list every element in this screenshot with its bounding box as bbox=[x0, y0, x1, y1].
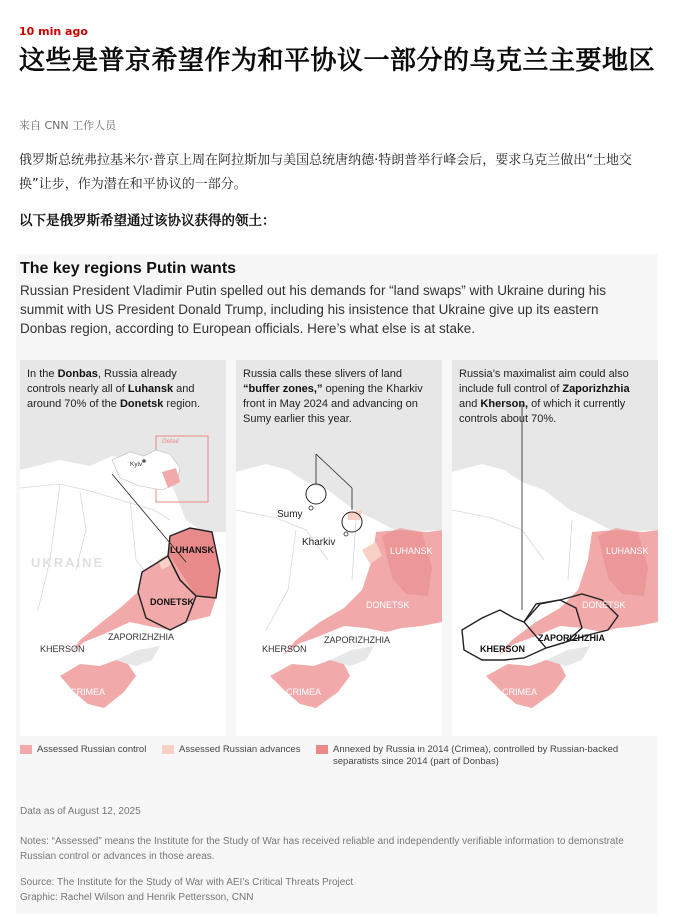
byline[interactable]: 来自 CNN 工作人员 bbox=[19, 119, 117, 132]
map-panel-buffer-zones bbox=[236, 360, 442, 736]
legend-label: Assessed Russian control bbox=[37, 744, 147, 755]
crimea-label: CRIMEA bbox=[70, 687, 106, 697]
inset-label: Detail bbox=[162, 438, 179, 445]
headline: 这些是普京希望作为和平协议一部分的乌克兰主要地区 bbox=[19, 46, 656, 76]
panel-text: Russia calls these slivers of land “buffer zones,” opening the Kharkiv front in May 2024 and advancing on Sumy earlier this year. bbox=[243, 368, 423, 425]
kherson-label: KHERSON bbox=[480, 644, 526, 654]
zaporizhzhia-label: ZAPORIZHZHIA bbox=[108, 632, 175, 642]
legend-swatch bbox=[162, 745, 174, 754]
article-subhead: 以下是俄罗斯希望通过该协议获得的领土： bbox=[19, 213, 276, 229]
map-panel-donbas bbox=[20, 360, 226, 736]
kharkiv-label: Kharkiv bbox=[302, 537, 336, 548]
legend-label: Annexed by Russia in 2014 (Crimea), controlled by Russian-backed separatists since 2014 (part of Donbas) bbox=[333, 744, 619, 767]
crimea-label: CRIMEA bbox=[502, 687, 538, 697]
crimea-label: CRIMEA bbox=[286, 687, 322, 697]
graphic-title: The key regions Putin wants bbox=[20, 260, 237, 277]
timestamp: 10 min ago bbox=[19, 25, 88, 38]
kyiv-dot bbox=[142, 459, 146, 463]
panel-text: Russia’s maximalist aim could also include full control of Zaporizhzhia and Kherson, of which it currently controls about 70%. bbox=[459, 368, 630, 425]
panel-text: In the Donbas, Russia already controls nearly all of Luhansk and around 70% of the Donetsk region. bbox=[27, 368, 201, 410]
zaporizhzhia-label: ZAPORIZHZHIA bbox=[538, 633, 605, 643]
donetsk-label: DONETSK bbox=[366, 600, 410, 610]
kyiv-label: Kyiv bbox=[130, 461, 143, 468]
kharkiv-dot bbox=[344, 532, 348, 536]
legend-item-control bbox=[20, 744, 146, 756]
kherson-label: KHERSON bbox=[262, 644, 307, 654]
graphic-dek: Russian President Vladimir Putin spelled out his demands for “land swaps” with Ukraine during his summit with US President Donald Trump, including his insistence that Ukraine give up its eastern Donbas region, according to European officials. Here’s what else is at stake. bbox=[20, 283, 607, 336]
map-graphic bbox=[16, 254, 658, 914]
kherson-label: KHERSON bbox=[40, 644, 85, 654]
sumy-dot bbox=[309, 506, 313, 510]
donetsk-label: DONETSK bbox=[582, 600, 626, 610]
zaporizhzhia-label: ZAPORIZHZHIA bbox=[324, 635, 391, 645]
luhansk-label: LUHANSK bbox=[390, 546, 433, 556]
data-date-note: Data as of August 12, 2025 bbox=[20, 806, 141, 817]
article-paragraph: 俄罗斯总统弗拉基米尔·普京上周在阿拉斯加与美国总统唐纳德·特朗普举行峰会后，要求乌克兰做出“土地交换”让步，作为潜在和平协议的一部分。 bbox=[19, 153, 633, 192]
luhansk-label: LUHANSK bbox=[170, 545, 214, 555]
luhansk-label: LUHANSK bbox=[606, 546, 649, 556]
graphic-credit: Graphic: Rachel Wilson and Henrik Pettersson, CNN bbox=[20, 892, 254, 903]
legend-item-advances bbox=[162, 744, 300, 756]
source-line: Source: The Institute for the Study of War with AEI’s Critical Threats Project bbox=[20, 877, 354, 888]
methodology-notes: Notes: “Assessed” means the Institute for the Study of War has received reliable and independently verifiable information to demonstrate Russian control or advances in those areas. bbox=[20, 836, 624, 862]
legend-swatch bbox=[316, 745, 328, 754]
legend-label: Assessed Russian advances bbox=[179, 744, 301, 755]
legend-item-annexed bbox=[316, 744, 646, 768]
map-panel-maximalist bbox=[452, 360, 658, 736]
sumy-label: Sumy bbox=[277, 509, 303, 520]
donetsk-label: DONETSK bbox=[150, 597, 195, 607]
legend-swatch bbox=[20, 745, 32, 754]
country-label: UKRAINE bbox=[31, 555, 105, 570]
